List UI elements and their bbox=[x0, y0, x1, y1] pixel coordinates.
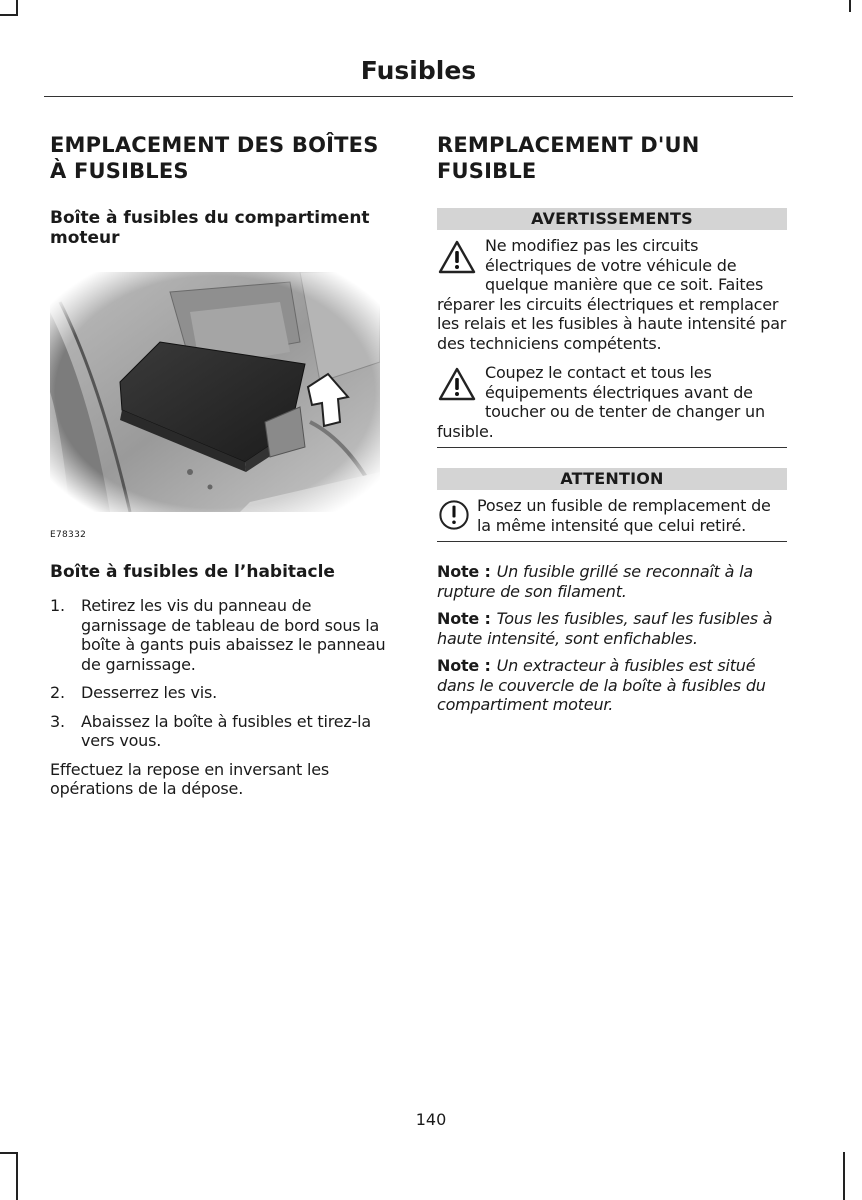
note-text: Un extracteur à fusibles est situé dans le couvercle de la boîte à fusibles du compartiment moteur. bbox=[437, 656, 766, 714]
engine-fuse-box-illustration bbox=[50, 272, 380, 512]
page-number: 140 bbox=[415, 1110, 447, 1129]
note-paragraph bbox=[437, 562, 787, 601]
warning-text: Coupez le contact et tous les équipements électriques avant de toucher ou de tenter de changer un fusible. bbox=[437, 363, 765, 441]
note-paragraph bbox=[437, 609, 787, 648]
caution-circle-icon bbox=[437, 498, 471, 532]
engine-bay-photo bbox=[50, 272, 380, 512]
left-column bbox=[50, 132, 400, 799]
warning-text: Ne modifiez pas les circuits électriques de votre véhicule de quelque manière que ce soit. Faites réparer les circuits électriques et remplacer les relais et les fusibles à haute intensité par des techniciens compétents. bbox=[437, 236, 787, 353]
note-text: Un fusible grillé se reconnaît à la rupture de son filament. bbox=[437, 562, 753, 601]
attention-banner: ATTENTION bbox=[437, 468, 787, 490]
list-item bbox=[50, 712, 400, 751]
removal-steps-list bbox=[50, 596, 400, 751]
warnings-banner: AVERTISSEMENTS bbox=[437, 208, 787, 230]
step-number: 1. bbox=[50, 596, 65, 615]
figure-code: E78332 bbox=[50, 530, 87, 540]
crop-mark bbox=[0, 14, 18, 16]
crop-mark bbox=[16, 0, 18, 14]
step-text: Retirez les vis du panneau de garnissage de tableau de bord sous la boîte à gants puis abaissez le panneau de garnissage. bbox=[81, 596, 386, 674]
crop-mark bbox=[0, 1152, 18, 1154]
attention-divider bbox=[437, 541, 787, 542]
section-heading-replacing-fuse: REMPLACEMENT D'UN FUSIBLE bbox=[437, 133, 700, 183]
right-column bbox=[437, 132, 787, 715]
warning-triangle-icon bbox=[437, 238, 477, 278]
cabin-fuse-box-subheading: Boîte à fusibles de l’habitacle bbox=[50, 562, 335, 582]
warnings-divider bbox=[437, 447, 787, 448]
crop-mark bbox=[843, 1152, 845, 1200]
list-item bbox=[50, 683, 400, 703]
step-text: Abaissez la boîte à fusibles et tirez-la vers vous. bbox=[81, 711, 372, 750]
page-title: Fusibles bbox=[360, 56, 477, 85]
note-paragraph bbox=[437, 656, 787, 715]
note-label: Note : bbox=[437, 656, 491, 675]
reinstall-paragraph: Effectuez la repose en inversant les opérations de la dépose. bbox=[50, 759, 329, 798]
note-label: Note : bbox=[437, 609, 491, 628]
note-text: Tous les fusibles, sauf les fusibles à haute intensité, sont enfichables. bbox=[437, 609, 773, 648]
list-item bbox=[50, 596, 400, 674]
step-number: 2. bbox=[50, 683, 65, 702]
caution-block bbox=[437, 496, 787, 535]
caution-text: Posez un fusible de remplacement de la même intensité que celui retiré. bbox=[477, 496, 771, 535]
engine-fuse-box-subheading: Boîte à fusibles du compartiment moteur bbox=[50, 208, 370, 248]
section-heading-fuse-box-locations: EMPLACEMENT DES BOÎTES À FUSIBLES bbox=[50, 133, 379, 183]
warning-block bbox=[437, 363, 787, 441]
step-text: Desserrez les vis. bbox=[81, 683, 217, 702]
warning-triangle-icon bbox=[437, 365, 477, 405]
note-label: Note : bbox=[437, 562, 491, 581]
step-number: 3. bbox=[50, 711, 65, 731]
crop-mark bbox=[16, 1152, 18, 1200]
crop-mark bbox=[849, 0, 851, 12]
warning-block bbox=[437, 236, 787, 353]
title-divider bbox=[44, 96, 793, 97]
